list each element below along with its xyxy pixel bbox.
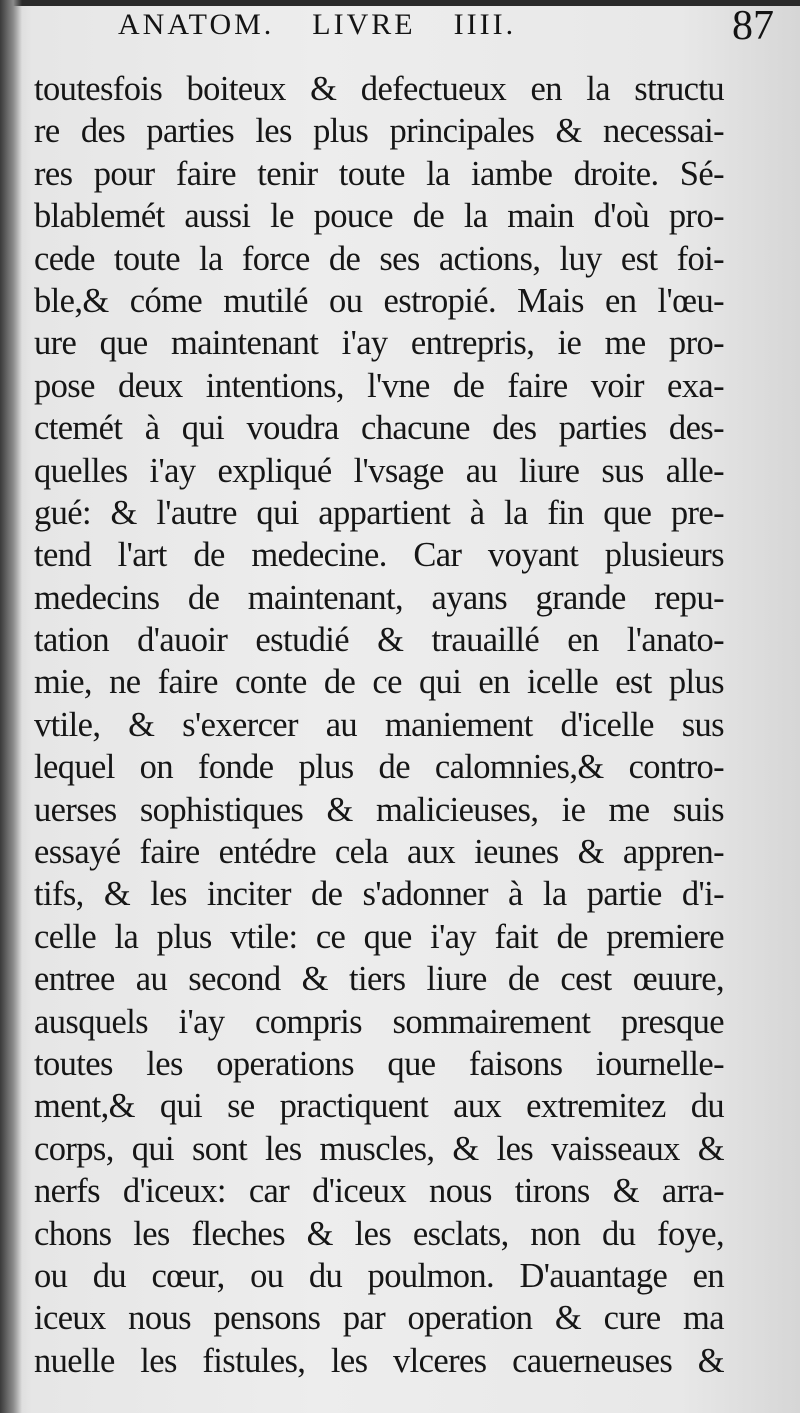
header-title: ANATOM. bbox=[118, 8, 275, 41]
text-line: iceux nous pensons par operation & cure ma bbox=[34, 1299, 724, 1338]
text-line: chons les fleches & les esclats, non du foye, bbox=[34, 1214, 724, 1253]
text-line: corps, qui sont les muscles, & les vaisseaux & bbox=[34, 1129, 724, 1168]
text-line: tifs, & les inciter de s'adonner à la partie d'i- bbox=[34, 875, 724, 914]
facing-page-bleed bbox=[730, 130, 800, 430]
text-line: nuelle les fistules, les vlceres cauerneuses & bbox=[34, 1341, 724, 1380]
text-line: medecins de maintenant, ayans grande repu- bbox=[34, 578, 724, 617]
text-line: nerfs d'iceux: car d'iceux nous tirons & arra- bbox=[34, 1172, 724, 1211]
text-line: pose deux intentions, l'vne de faire voir exa- bbox=[34, 366, 724, 405]
text-line: celle la plus vtile: ce que i'ay fait de premiere bbox=[34, 917, 724, 956]
text-line: gué: & l'autre qui appartient à la fin que pre- bbox=[34, 493, 724, 532]
text-line: ou du cœur, ou du poulmon. D'auantage en bbox=[34, 1256, 724, 1295]
page-number: 87 bbox=[732, 3, 774, 49]
text-line: toutesfois boiteux & defectueux en la structu bbox=[34, 70, 724, 108]
text-line: ausquels i'ay compris sommairement presque bbox=[34, 1002, 724, 1041]
text-line: re des parties les plus principales & necessai- bbox=[34, 112, 724, 151]
text-line: entree au second & tiers liure de cest œuure, bbox=[34, 960, 724, 999]
text-line: tend l'art de medecine. Car voyant plusieurs bbox=[34, 536, 724, 575]
text-line: quelles i'ay expliqué l'vsage au liure sus alle- bbox=[34, 451, 724, 490]
body-text bbox=[34, 68, 724, 1382]
scan-top-shadow bbox=[0, 0, 800, 6]
book-gutter-edge bbox=[0, 0, 22, 1413]
text-line: ure que maintenant i'ay entrepris, ie me pro- bbox=[34, 324, 724, 363]
text-line: blablemét aussi le pouce de la main d'où pro- bbox=[34, 197, 724, 236]
text-line: tation d'auoir estudié & trauaillé en l'anato- bbox=[34, 621, 724, 660]
text-line: mie, ne faire conte de ce qui en icelle est plus bbox=[34, 663, 724, 702]
text-line: lequel on fonde plus de calomnies,& contro- bbox=[34, 748, 724, 787]
text-line: res pour faire tenir toute la iambe droite. Sé- bbox=[34, 154, 724, 193]
text-line: ble,& cóme mutilé ou estropié. Mais en l'œu- bbox=[34, 281, 724, 320]
text-line: essayé faire entédre cela aux ieunes & appren- bbox=[34, 833, 724, 872]
text-line: ctemét à qui voudra chacune des parties des- bbox=[34, 409, 724, 448]
text-line: uerses sophistiques & malicieuses, ie me suis bbox=[34, 790, 724, 829]
text-line: ment,& qui se practiquent aux extremitez du bbox=[34, 1087, 724, 1126]
header-book-number: IIII. bbox=[453, 8, 517, 41]
text-line: vtile, & s'exercer au maniement d'icelle sus bbox=[34, 705, 724, 744]
header-book: LIVRE bbox=[312, 8, 416, 41]
running-header bbox=[118, 8, 658, 42]
text-line: toutes les operations que faisons iournelle- bbox=[34, 1044, 724, 1083]
text-line: cede toute la force de ses actions, luy est foi- bbox=[34, 239, 724, 278]
